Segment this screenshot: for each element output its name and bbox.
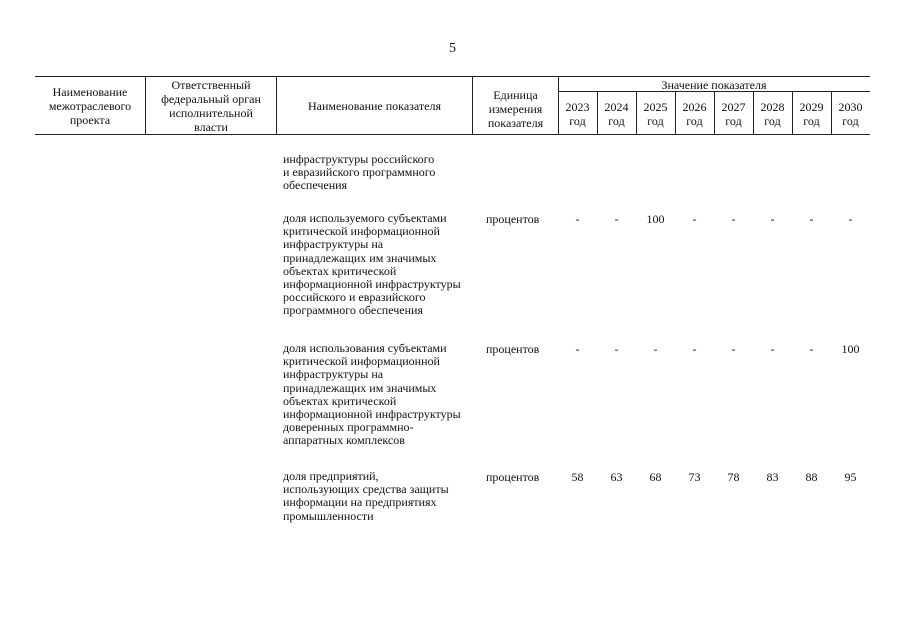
header-bottom-rule	[35, 134, 870, 135]
indicator-name: доля используемого субъектами критической информационной инфраструктуры на принадлежащих им значимых объектах критической информационной инфраструктуры российского и евразийского программного обеспечения	[283, 211, 461, 318]
value-2025: 68	[649, 470, 662, 484]
header-year-2029: 2029 год	[799, 100, 824, 128]
value-2030: -	[848, 212, 853, 226]
header-year-2027: 2027 год	[721, 100, 746, 128]
value-2024: -	[614, 342, 619, 356]
header-year-2024: 2024 год	[604, 100, 629, 128]
header-top-rule	[35, 76, 870, 77]
value-2029: -	[809, 342, 814, 356]
indicator-name: инфраструктуры российского и евразийского программного обеспечения	[283, 152, 436, 193]
value-2023: -	[575, 342, 580, 356]
header-responsible-body: Ответственный федеральный орган исполнительной власти	[161, 78, 261, 134]
value-2028: -	[770, 342, 775, 356]
header-year-2030: 2030 год	[838, 100, 863, 128]
value-2027: -	[731, 212, 736, 226]
indicator-unit: процентов	[486, 342, 540, 356]
header-year-2023: 2023 год	[565, 100, 590, 128]
value-2030: 100	[841, 342, 860, 356]
value-2023: -	[575, 212, 580, 226]
header-indicator-name: Наименование показателя	[308, 99, 441, 113]
header-project-name: Наименование межотраслевого проекта	[48, 85, 132, 127]
indicator-unit: процентов	[486, 212, 540, 226]
header-year-2028: 2028 год	[760, 100, 785, 128]
value-2024: 63	[610, 470, 623, 484]
value-2025: -	[653, 342, 658, 356]
value-2026: -	[692, 342, 697, 356]
value-2030: 95	[844, 470, 857, 484]
value-2029: 88	[805, 470, 818, 484]
value-2023: 58	[571, 470, 584, 484]
header-year-2025: 2025 год	[643, 100, 668, 128]
header-indicator-value: Значение показателя	[661, 78, 767, 92]
header-unit: Единица измерения показателя	[487, 88, 544, 130]
value-2026: 73	[688, 470, 701, 484]
value-2028: 83	[766, 470, 779, 484]
value-2025: 100	[646, 212, 665, 226]
header-year-2026: 2026 год	[682, 100, 707, 128]
page-number: 5	[449, 41, 456, 56]
indicator-name: доля предприятий, использующих средства защиты информации на предприятиях промышленности	[283, 469, 449, 523]
value-2027: -	[731, 342, 736, 356]
indicator-unit: процентов	[486, 470, 540, 484]
value-2024: -	[614, 212, 619, 226]
value-2028: -	[770, 212, 775, 226]
value-2029: -	[809, 212, 814, 226]
value-2027: 78	[727, 470, 740, 484]
value-2026: -	[692, 212, 697, 226]
indicator-name: доля использования субъектами критической информационной инфраструктуры на принадлежащих им значимых объектах критической информационной инфраструктуры доверенных программно- аппаратных комплексов	[283, 341, 461, 448]
